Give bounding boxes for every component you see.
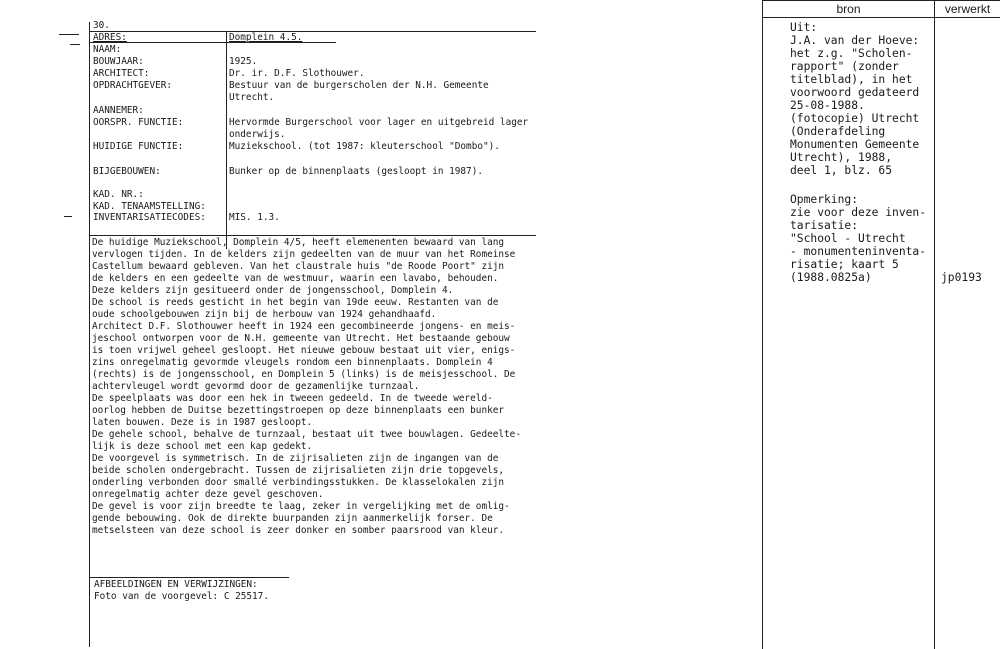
description-line: zins onregelmatig gevormde vleugels rondom een binnenplaats. Domplein 4 — [92, 357, 493, 368]
source-line: het z.g. "Scholen- — [790, 47, 913, 60]
description-line: onregelmatig achter deze gevel geschoven. — [92, 489, 324, 500]
source-line: (Onderafdeling — [790, 125, 886, 138]
form-top-rule — [89, 31, 536, 32]
description-line: onderling verbonden door smallé verbindingsstukken. De klasselokalen zijn — [92, 477, 505, 488]
form-left-border-2 — [89, 40, 90, 647]
margin-mark-1 — [59, 34, 79, 35]
description-line: is toen vrijwel geheel gesloopt. Het nieuwe gebouw bestaat uit vier, enigs- — [92, 345, 516, 356]
side-column-divider — [934, 0, 935, 649]
field-value-inventarisatiecodes: MIS. 1.3. — [229, 212, 280, 223]
description-line: Architect D.F. Slothouwer heeft in 1924 een gecombineerde jongens- en meis- — [92, 321, 516, 332]
remark-line: Opmerking: — [790, 193, 859, 206]
margin-mark-2 — [70, 44, 80, 45]
source-line: J.A. van der Hoeve: — [790, 34, 920, 47]
description-line: Castellum bewaard gebleven. Van het claustrale huis "de Roode Poort" zijn — [92, 261, 505, 272]
description-line: jeschool ontworpen voor de N.H. gemeente van Utrecht. Het bestaande gebouw — [92, 333, 510, 344]
source-line: titelblad), in het — [790, 73, 913, 86]
form-column-divider — [226, 31, 227, 249]
field-label-naam: NAAM: — [93, 44, 122, 55]
source-line: voorwoord gedateerd — [790, 86, 920, 99]
side-header-rule — [762, 17, 1000, 18]
remark-line: - monumenteninventa- — [790, 245, 927, 258]
source-line: rapport" (zonder — [790, 60, 899, 73]
source-line: (fotocopie) Utrecht — [790, 112, 920, 125]
description-line: oorlog hebben de Duitse bezettingstroepen op deze binnenplaats een bunker — [92, 405, 505, 416]
field-label-kad-nr: KAD. NR.: — [93, 189, 144, 200]
description-line: (rechts) is de jongensschool, en Domplein 5 (links) is de meisjesschool. De — [92, 369, 516, 380]
reference-item: Foto van de voorgevel: C 25517. — [94, 591, 269, 602]
header-bron: bron — [836, 2, 861, 16]
field-value-bouwjaar: 1925. — [229, 56, 258, 67]
description-line: gende bebouwing. Ook de direkte buurpanden zijn aanmerkelijk forser. De — [92, 513, 493, 524]
field-label-adres: ADRES: — [93, 32, 127, 43]
margin-mark-3 — [64, 216, 72, 217]
field-label-architect: ARCHITECT: — [93, 68, 150, 79]
field-value-opdrachtgever: Bestuur van de burgerscholen der N.H. Gemeente — [229, 80, 489, 91]
field-value-oorspr-functie-cont: onderwijs. — [229, 129, 286, 140]
description-line: metselsteen van deze school is zeer donker en somber paarsrood van kleur. — [92, 525, 505, 536]
remark-line: (1988.0825a) — [790, 271, 872, 284]
description-line: beide scholen ondergebracht. Tussen de zijrisalieten zijn drie topgevels, — [92, 465, 505, 476]
description-line: laten bouwen. Deze is in 1987 gesloopt. — [92, 417, 313, 428]
field-value-opdrachtgever-cont: Utrecht. — [229, 92, 275, 103]
field-label-bijgebouwen: BIJGEBOUWEN: — [93, 166, 161, 177]
references-heading: AFBEELDINGEN EN VERWIJZINGEN: — [94, 579, 258, 590]
header-verwerkt: verwerkt — [944, 2, 991, 16]
field-value-adres: Domplein 4.5. — [229, 32, 303, 43]
source-line: Utrecht), 1988, — [790, 151, 893, 164]
description-line: oude schoolgebouwen zijn bij de herbouw van 1924 gehandhaafd. — [92, 309, 437, 320]
field-label-huidige-functie: HUIDIGE FUNCTIE: — [93, 141, 184, 152]
description-line: De speelplaats was door een hek in tweeen gedeeld. In de tweede wereld- — [92, 393, 493, 404]
field-label-inventarisatiecodes: INVENTARISATIECODES: — [93, 212, 206, 223]
field-label-oorspr-functie: OORSPR. FUNCTIE: — [93, 117, 184, 128]
field-label-kad-tenaamstelling: KAD. TENAAMSTELLING: — [93, 201, 206, 212]
description-line: De huidige Muziekschool, Domplein 4/5, heeft elemenenten bewaard van lang — [92, 237, 505, 248]
field-value-architect: Dr. ir. D.F. Slothouwer. — [229, 68, 365, 79]
remark-line: tarisatie: — [790, 219, 859, 232]
source-line: Uit: — [790, 21, 818, 34]
field-value-bijgebouwen: Bunker op de binnenplaats (gesloopt in 1987). — [229, 166, 483, 177]
field-label-opdrachtgever: OPDRACHTGEVER: — [93, 80, 173, 91]
description-line: lijk is deze school met een kap gedekt. — [92, 441, 313, 452]
remark-line: zie voor deze inven- — [790, 206, 927, 219]
description-line: de kelders en een gedeelte van de westmuur, waarin een lavabo, behouden. — [92, 273, 499, 284]
side-left-border — [762, 0, 763, 649]
form-fields-bottom-rule — [89, 235, 536, 236]
description-line: De gevel is voor zijn breedte te laag, zeker in vergelijking met de omlig- — [92, 501, 510, 512]
description-line: De voorgevel is symmetrisch. In de zijrisalieten zijn de ingangen van de — [92, 453, 499, 464]
remark-line: "School - Utrecht — [790, 232, 906, 245]
field-value-huidige-functie: Muziekschool. (tot 1987: kleuterschool "Dombo"). — [229, 141, 500, 152]
description-line: achtervleugel wordt gevormd door de gezamenlijke turnzaal. — [92, 381, 420, 392]
form-body-rule — [89, 577, 289, 578]
description-line: De school is reeds gesticht in het begin van 19de eeuw. Restanten van de — [92, 297, 499, 308]
description-line: De gehele school, behalve de turnzaal, bestaat uit twee bouwlagen. Gedeelte- — [92, 429, 521, 440]
side-header-top-rule — [762, 0, 1000, 1]
field-label-aannemer: AANNEMER: — [93, 105, 144, 116]
source-line: 25-08-1988. — [790, 99, 865, 112]
description-line: vervlogen tijden. In de kelders zijn gedeelten van de muur van het Romeinse — [92, 249, 516, 260]
record-number: 30. — [93, 20, 110, 31]
source-line: deel 1, blz. 65 — [790, 164, 893, 177]
source-line: Monumenten Gemeente — [790, 138, 920, 151]
description-line: Deze kelders zijn gesitueerd onder de jongensschool, Domplein 4. — [92, 285, 454, 296]
processed-code: jp0193 — [941, 271, 982, 284]
remark-line: risatie; kaart 5 — [790, 258, 899, 271]
field-value-oorspr-functie: Hervormde Burgerschool voor lager en uitgebreid lager — [229, 117, 529, 128]
field-label-bouwjaar: BOUWJAAR: — [93, 56, 144, 67]
